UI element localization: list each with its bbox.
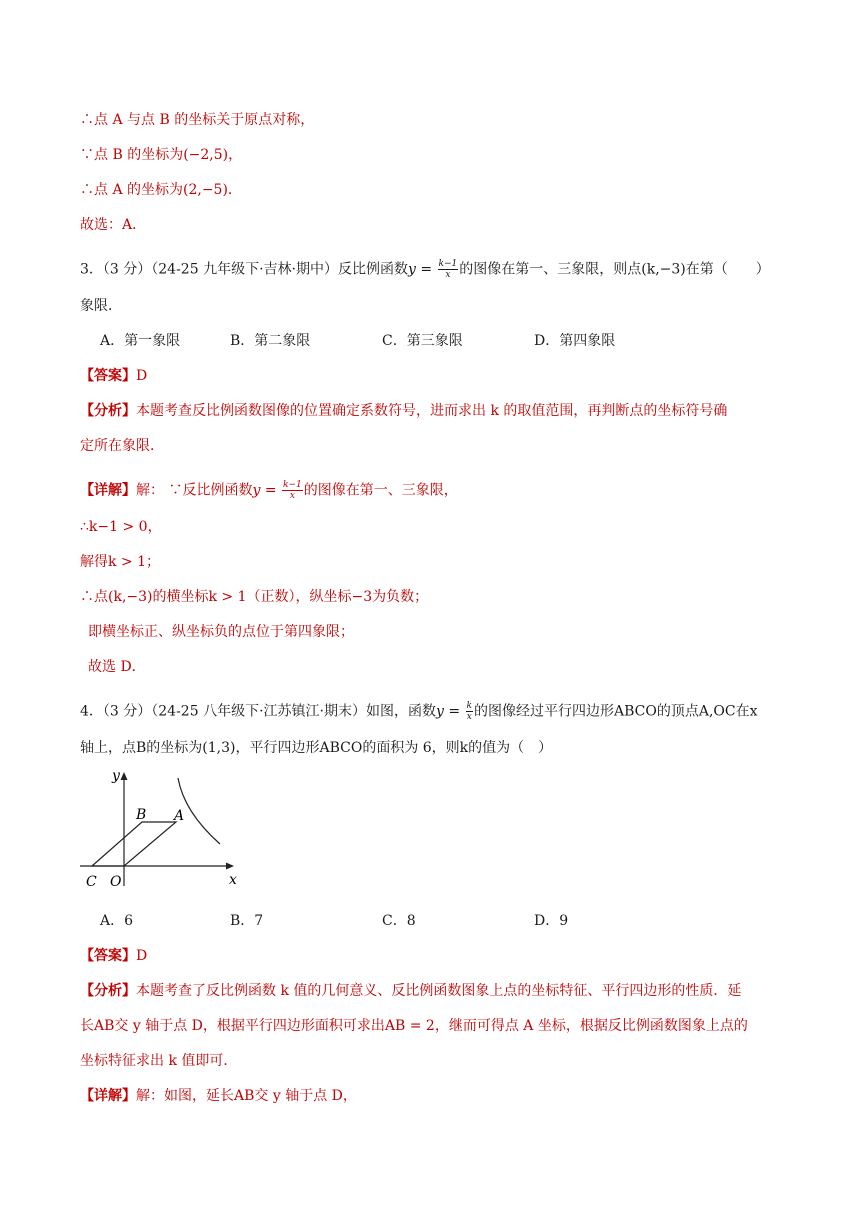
label-y: y [112,768,120,784]
q4-analysis-line1 [80,981,741,1001]
q4-frac-den: x [466,712,472,722]
q3-detail-tail: 的图像在第一、三象限， [303,482,458,499]
prev-solution-line-3: ∴点 A 的坐标为(2,−5)． [80,182,242,198]
q3-option-d[interactable]: D．第四象限 [534,333,616,349]
q4-detail-tag: 【详解】 [80,1088,136,1104]
q4-analysis-line2: 长AB交 y 轴于点 D，根据平行四边形面积可求出AB = 2，继而可得点 A 坐标，根据反比例函数图象上点的 [80,1018,748,1034]
q3-step-4: 即横坐标正、纵坐标负的点位于第四象限； [88,624,354,640]
prev-solution-line-1: ∴点 A 与点 B 的坐标关于原点对称， [80,112,315,128]
label-o: O [110,874,122,890]
q3-detail-line1 [80,480,458,501]
q4-option-c[interactable]: C．8 [382,913,416,929]
q4-analysis-text1: 本题考查了反比例函数 k 值的几何意义、反比例函数图象上点的坐标特征、平行四边形的性质．延 [136,983,742,999]
q4-stem-tail: 的图像经过平行四边形ABCO的顶点A,OC在x [474,703,758,720]
prev-solution-line-2: ∵点 B 的坐标为(−2,5)， [80,147,243,163]
label-c: C [86,874,97,890]
q3-option-b[interactable]: B．第二象限 [230,333,311,349]
q4-option-d[interactable]: D．9 [534,913,569,929]
y-axis-arrow-icon [121,772,128,780]
q3-answer [80,366,147,386]
q3-answer-tag: 【答案】 [80,368,136,384]
q3-step-3: ∴点(k,−3)的横坐标k > 1（正数），纵坐标−3为负数； [80,589,429,605]
q4-fraction [466,701,473,722]
q4-answer [80,946,147,966]
q3-step-5: 故选 D． [88,659,146,675]
q4-stem-head: 4．（3 分）（24-25 八年级下·江苏镇江·期末）如图，函数 [80,703,436,720]
label-a: A [174,808,185,824]
q4-frac-num: k [466,701,472,711]
q3-stem-head: 3．（3 分）（24-25 九年级下·吉林·期中）反比例函数 [80,261,408,278]
label-x: x [229,872,237,888]
q3-detail-y-eq: y = [252,482,277,499]
q3-stem-tail: 的图像在第一、三象限，则点(k,−3)在第（ ） [459,261,770,278]
q3-stem [80,259,770,280]
q3-frac-den: x [445,270,451,280]
q3-detail-fraction [282,480,303,501]
label-b: B [136,807,147,823]
q3-analysis-text1: 本题考查反比例函数图像的位置确定系数符号，进而求出 k 的取值范围，再判断点的坐标符号确 [136,403,728,419]
q4-analysis-tag: 【分析】 [80,983,136,999]
q4-stem-line2: 轴上，点B的坐标为(1,3)，平行四边形ABCO的面积为 6，则k的值为（ ） [80,740,553,756]
prev-solution-line-4: 故选：A． [80,217,147,233]
parallelogram-abco [92,822,176,866]
q3-option-a[interactable]: A．第一象限 [100,333,181,349]
q3-option-c[interactable]: C．第三象限 [382,333,463,349]
q3-analysis-tag: 【分析】 [80,403,136,419]
q3-step-2: 解得k > 1； [80,554,161,570]
q4-figure [74,764,254,894]
q4-stem [80,701,758,722]
q4-answer-value: D [136,948,148,964]
q4-detail-text1: 解：如图，延长AB交 y 轴于点 D， [136,1088,357,1104]
q3-analysis-line2: 定所在象限． [80,438,164,454]
q3-detail-frac-den: x [289,491,295,501]
q4-y-eq: y = [435,703,461,720]
q3-analysis-line1 [80,401,727,421]
q4-analysis-line3: 坐标特征求出 k 值即可． [80,1053,238,1069]
q4-option-a[interactable]: A．6 [100,913,134,929]
q3-detail-tag: 【详解】 [80,482,136,499]
x-axis-arrow-icon [226,863,234,870]
q4-detail-line1 [80,1086,357,1106]
q3-frac-num: k−1 [438,259,458,269]
q3-step-1: ∴k−1 > 0， [80,519,162,535]
hyperbola-curve [178,778,220,844]
q3-detail-head: 解： ∵反比例函数 [136,482,253,499]
q4-option-b[interactable]: B．7 [230,913,264,929]
q3-fraction [438,259,459,280]
q3-answer-value: D [136,368,148,384]
q3-stem-line2: 象限． [80,298,122,314]
q3-detail-frac-num: k−1 [283,480,302,490]
q3-y-eq: y = [407,261,433,278]
q4-answer-tag: 【答案】 [80,948,136,964]
